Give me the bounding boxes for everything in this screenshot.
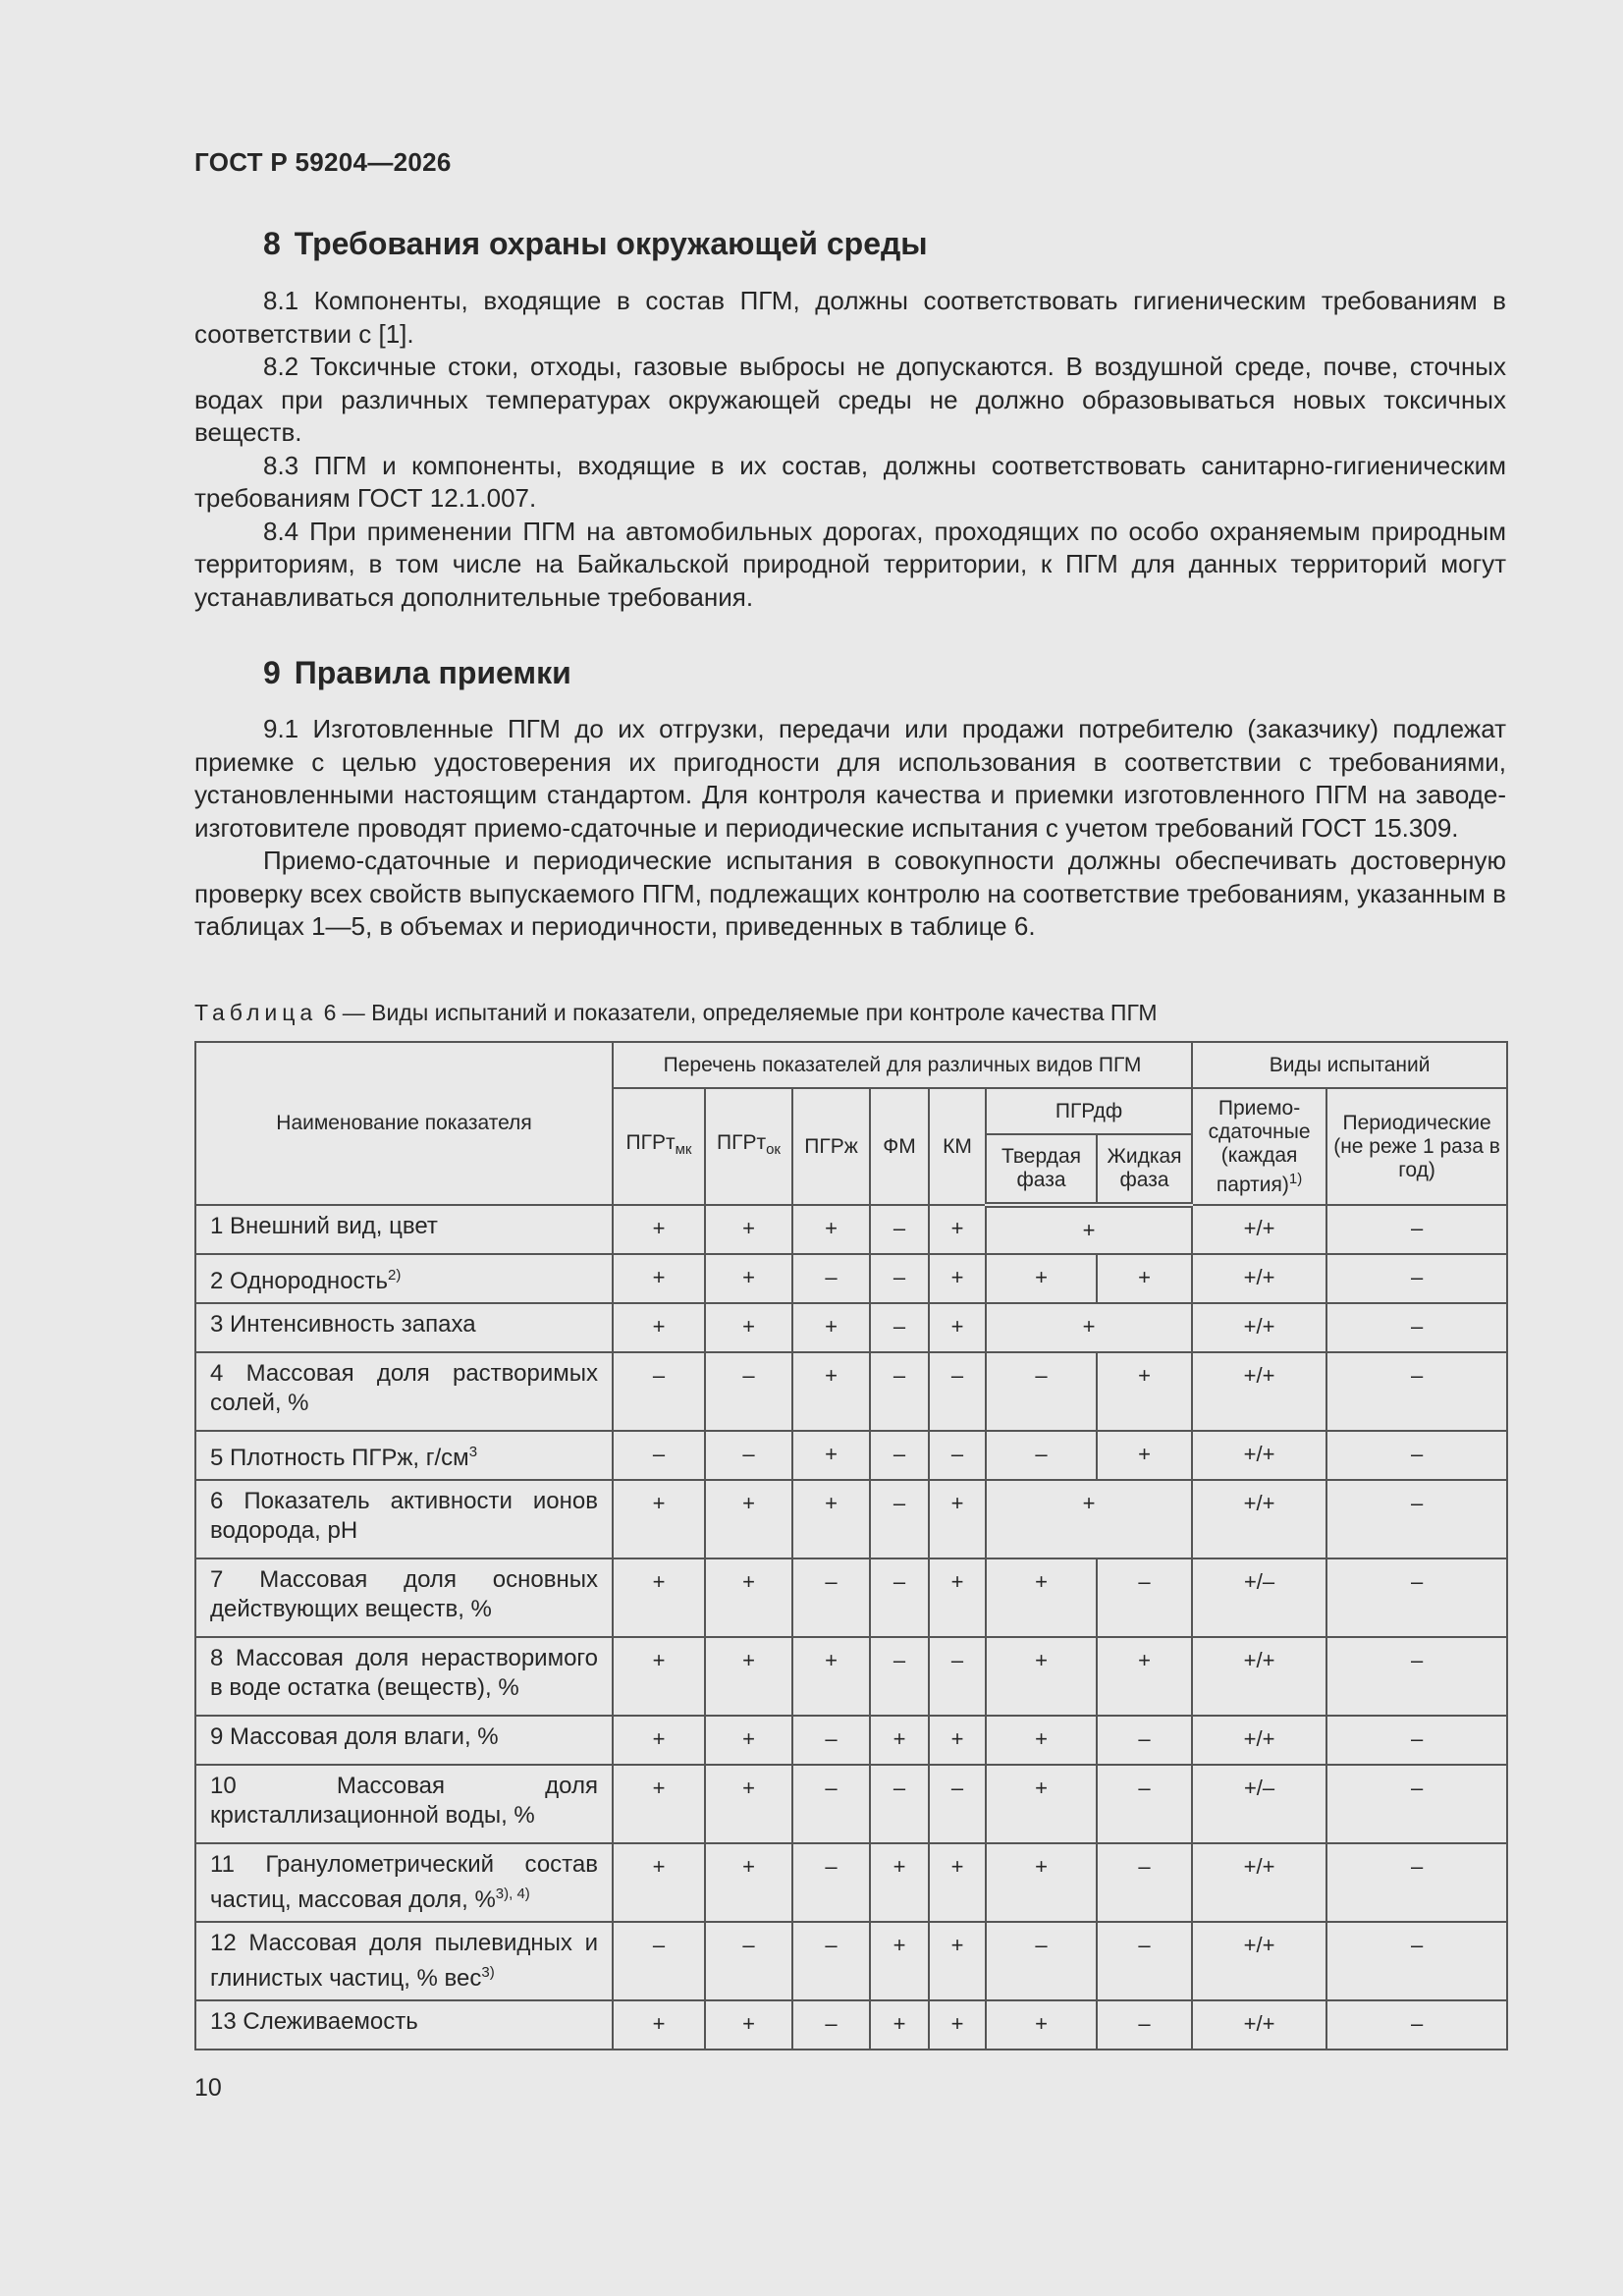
cell-pgrdf-solid: – xyxy=(986,1431,1097,1480)
section-title-text: Правила приемки xyxy=(294,655,571,690)
cell-acceptance: +/– xyxy=(1192,1765,1326,1843)
cell-fm: – xyxy=(870,1352,929,1431)
table-caption-label: Таблица xyxy=(194,1000,318,1025)
cell-km: + xyxy=(929,1254,986,1303)
cell-pgrt-mk: + xyxy=(613,1765,705,1843)
cell-pgrt-ok: + xyxy=(705,1558,792,1637)
cell-pgrt-mk: + xyxy=(613,1480,705,1558)
row-name-text: 13 Слеживаемость xyxy=(210,2008,418,2035)
cell-pgrt-mk: + xyxy=(613,2000,705,2050)
cell-pgrt-ok: + xyxy=(705,1205,792,1254)
cell-pgrt-mk: – xyxy=(613,1922,705,2000)
cell-fm: + xyxy=(870,2000,929,2050)
cell-acceptance: +/+ xyxy=(1192,1843,1326,1922)
cell-pgrt-mk: + xyxy=(613,1303,705,1352)
cell-km: + xyxy=(929,1303,986,1352)
table-row xyxy=(195,1716,1507,1765)
cell-pgrdf-solid: + xyxy=(986,1637,1097,1716)
cell-pgrdf-liquid: + xyxy=(1097,1254,1192,1303)
table-row xyxy=(195,1922,1507,2000)
paragraph-8-2: 8.2 Токсичные стоки, отходы, газовые выбросы не допускаются. В воздушной среде, почве, сточных водах при различных температурах окружающей среды не должно образовываться новых токсичных веществ. xyxy=(194,352,1506,447)
table-caption-text: 6 — Виды испытаний и показатели, определяемые при контроле качества ПГМ xyxy=(317,1000,1158,1025)
section-9-title xyxy=(263,655,571,691)
paragraph-8-1: 8.1 Компоненты, входящие в состав ПГМ, должны соответствовать гигиеническим требованиям в соответствии с [1]. xyxy=(194,286,1506,349)
table-row xyxy=(195,1431,1507,1480)
cell-km: + xyxy=(929,1205,986,1254)
table-caption xyxy=(194,1000,1158,1026)
header-liquid: Жидкая фаза xyxy=(1097,1134,1192,1205)
cell-pgrdf-liquid: + xyxy=(1097,1637,1192,1716)
cell-pgrdf-solid: + xyxy=(986,1765,1097,1843)
document-code: ГОСТ Р 59204—2026 xyxy=(194,147,452,177)
cell-pgrzh: + xyxy=(792,1303,870,1352)
cell-pgrt-mk: + xyxy=(613,1716,705,1765)
cell-periodic: – xyxy=(1326,1716,1507,1765)
cell-acceptance: +/+ xyxy=(1192,1480,1326,1558)
row-name-cell xyxy=(195,1558,613,1637)
cell-pgrt-mk: + xyxy=(613,1558,705,1637)
cell-pgrzh: – xyxy=(792,1765,870,1843)
cell-pgrt-ok: + xyxy=(705,1765,792,1843)
cell-km: + xyxy=(929,2000,986,2050)
cell-pgrt-mk: + xyxy=(613,1254,705,1303)
cell-acceptance: +/+ xyxy=(1192,1254,1326,1303)
row-name-cell xyxy=(195,1303,613,1352)
row-name-footnote: 3) xyxy=(481,1964,495,1981)
cell-pgrdf-liquid: + xyxy=(1097,1431,1192,1480)
section-number: 9 xyxy=(263,655,281,690)
paragraph-9-1: 9.1 Изготовленные ПГМ до их отгрузки, передачи или продажи потребителю (заказчику) подлежат приемке с целью удостоверения их пригодности для использования в соответствии с требованиями, установленными настоящим стандартом. Для контроля качества и приемки изготовленного ПГМ на заводе-изготовителе проводят приемо-сдаточные и периодические испытания с учетом требований ГОСТ 15.309. xyxy=(194,714,1506,843)
cell-fm: – xyxy=(870,1637,929,1716)
row-name-text: 5 Плотность ПГРж, г/см xyxy=(210,1445,469,1471)
cell-acceptance: +/– xyxy=(1192,1558,1326,1637)
cell-acceptance: +/+ xyxy=(1192,1922,1326,2000)
cell-periodic: – xyxy=(1326,1558,1507,1637)
cell-periodic: – xyxy=(1326,1205,1507,1254)
row-name-text: 11 Гранулометрический состав частиц, массовая доля, % xyxy=(210,1851,598,1913)
cell-pgrt-ok: + xyxy=(705,1843,792,1922)
section-9-body xyxy=(194,713,1506,944)
cell-acceptance: +/+ xyxy=(1192,1303,1326,1352)
cell-pgrdf-solid: + xyxy=(986,1254,1097,1303)
cell-km: + xyxy=(929,1922,986,2000)
row-name-text: 8 Массовая доля нерастворимого в воде остатка (веществ), % xyxy=(210,1645,598,1701)
cell-fm: – xyxy=(870,1254,929,1303)
cell-pgrzh: – xyxy=(792,1922,870,2000)
section-8-body xyxy=(194,285,1506,614)
cell-pgrt-mk: – xyxy=(613,1431,705,1480)
table-row xyxy=(195,1205,1507,1254)
cell-fm: – xyxy=(870,1558,929,1637)
cell-km: + xyxy=(929,1558,986,1637)
cell-periodic: – xyxy=(1326,1303,1507,1352)
paragraph-9-2: Приемо-сдаточные и периодические испытания в совокупности должны обеспечивать достоверную проверку всех свойств выпускаемого ПГМ, подлежащих контролю на соответствие требованиям, указанным в таблицах 1—5, в объемах и периодичности, приведенных в таблице 6. xyxy=(194,846,1506,941)
cell-periodic: – xyxy=(1326,1637,1507,1716)
cell-pgrdf-liquid: – xyxy=(1097,1843,1192,1922)
cell-pgrzh: + xyxy=(792,1352,870,1431)
cell-acceptance: +/+ xyxy=(1192,1352,1326,1431)
cell-acceptance: +/+ xyxy=(1192,1431,1326,1480)
cell-fm: – xyxy=(870,1431,929,1480)
header-indicators-group: Перечень показателей для различных видов ПГМ xyxy=(613,1042,1192,1088)
header-pgrt-ok-sub: ок xyxy=(766,1141,781,1159)
header-acceptance-text: Приемо-сдаточные (каждая партия) xyxy=(1208,1096,1311,1196)
cell-km: – xyxy=(929,1637,986,1716)
cell-pgrzh: + xyxy=(792,1205,870,1254)
cell-pgrt-mk: – xyxy=(613,1352,705,1431)
row-name-text: 6 Показатель активности ионов водорода, pH xyxy=(210,1488,598,1544)
cell-fm: – xyxy=(870,1480,929,1558)
cell-pgrt-ok: – xyxy=(705,1922,792,2000)
table-row xyxy=(195,1254,1507,1303)
row-name-footnote: 3 xyxy=(468,1444,478,1460)
cell-pgrdf-solid: + xyxy=(986,1558,1097,1637)
cell-pgrt-mk: + xyxy=(613,1843,705,1922)
table-row xyxy=(195,1637,1507,1716)
cell-pgrt-mk: + xyxy=(613,1205,705,1254)
cell-periodic: – xyxy=(1326,1922,1507,2000)
row-name-text: 9 Массовая доля влаги, % xyxy=(210,1723,499,1750)
header-solid: Твердая фаза xyxy=(986,1134,1097,1205)
cell-pgrzh: – xyxy=(792,1558,870,1637)
header-pgrt-mk-text: ПГРт xyxy=(625,1130,676,1154)
row-name-footnote: 3), 4) xyxy=(495,1886,530,1902)
header-km: КМ xyxy=(929,1088,986,1205)
cell-pgrzh: + xyxy=(792,1480,870,1558)
paragraph-8-3: 8.3 ПГМ и компоненты, входящие в их состав, должны соответствовать санитарно-гигиеническим требованиям ГОСТ 12.1.007. xyxy=(194,450,1506,513)
row-name-cell xyxy=(195,1637,613,1716)
cell-pgrzh: + xyxy=(792,1431,870,1480)
header-acceptance-sup: 1) xyxy=(1288,1170,1303,1187)
header-fm: ФМ xyxy=(870,1088,929,1205)
cell-pgrzh: – xyxy=(792,1254,870,1303)
table-body xyxy=(195,1205,1507,2050)
cell-pgrt-ok: + xyxy=(705,1716,792,1765)
cell-acceptance: +/+ xyxy=(1192,1637,1326,1716)
cell-pgrdf-liquid: – xyxy=(1097,1558,1192,1637)
table-row xyxy=(195,2000,1507,2050)
row-name-cell xyxy=(195,1480,613,1558)
cell-km: – xyxy=(929,1352,986,1431)
table-6 xyxy=(194,1041,1508,2050)
cell-pgrdf-liquid: – xyxy=(1097,1922,1192,2000)
row-name-cell xyxy=(195,1922,613,2000)
cell-pgrt-ok: – xyxy=(705,1431,792,1480)
header-name: Наименование показателя xyxy=(195,1042,613,1205)
cell-periodic: – xyxy=(1326,1431,1507,1480)
cell-pgrdf-liquid: – xyxy=(1097,2000,1192,2050)
table-row xyxy=(195,1558,1507,1637)
header-periodic: Периодические (не реже 1 раза в год) xyxy=(1326,1088,1507,1205)
cell-periodic: – xyxy=(1326,1480,1507,1558)
header-pgrt-mk xyxy=(613,1088,705,1205)
cell-pgrt-ok: + xyxy=(705,1303,792,1352)
cell-acceptance: +/+ xyxy=(1192,1716,1326,1765)
table-row xyxy=(195,1765,1507,1843)
header-acceptance xyxy=(1192,1088,1326,1205)
header-pgrt-mk-sub: мк xyxy=(675,1141,692,1159)
cell-pgrt-ok: – xyxy=(705,1352,792,1431)
cell-pgrdf-liquid: – xyxy=(1097,1765,1192,1843)
row-name-text: 10 Массовая доля кристаллизационной воды, % xyxy=(210,1773,598,1829)
row-name-cell xyxy=(195,1765,613,1843)
paragraph-8-4: 8.4 При применении ПГМ на автомобильных дорогах, проходящих по особо охраняемым природным территориям, в том числе на Байкальской природной территории, к ПГМ для данных территорий могут устанавливаться дополнительные требования. xyxy=(194,516,1506,612)
header-tests-group: Виды испытаний xyxy=(1192,1042,1507,1088)
cell-pgrdf-merged: + xyxy=(986,1303,1192,1352)
cell-acceptance: +/+ xyxy=(1192,1205,1326,1254)
row-name-cell xyxy=(195,1254,613,1303)
table-row xyxy=(195,1352,1507,1431)
cell-acceptance: +/+ xyxy=(1192,2000,1326,2050)
cell-pgrzh: + xyxy=(792,1637,870,1716)
header-pgrdf: ПГРдф xyxy=(986,1088,1192,1134)
row-name-text: 1 Внешний вид, цвет xyxy=(210,1213,438,1239)
cell-pgrdf-merged: + xyxy=(986,1205,1192,1254)
cell-pgrdf-solid: + xyxy=(986,1716,1097,1765)
row-name-text: 3 Интенсивность запаха xyxy=(210,1311,476,1338)
cell-pgrt-ok: + xyxy=(705,2000,792,2050)
cell-pgrdf-solid: + xyxy=(986,1843,1097,1922)
table-row xyxy=(195,1303,1507,1352)
cell-pgrdf-solid: + xyxy=(986,2000,1097,2050)
section-8-title xyxy=(263,226,928,262)
header-pgrt-ok xyxy=(705,1088,792,1205)
row-name-cell xyxy=(195,2000,613,2050)
cell-pgrdf-solid: – xyxy=(986,1352,1097,1431)
section-title-text: Требования охраны окружающей среды xyxy=(294,226,928,261)
cell-km: + xyxy=(929,1480,986,1558)
row-name-text: 7 Массовая доля основных действующих веществ, % xyxy=(210,1566,598,1622)
table-row xyxy=(195,1480,1507,1558)
cell-periodic: – xyxy=(1326,2000,1507,2050)
header-pgrt-ok-text: ПГРт xyxy=(717,1130,767,1154)
page-number: 10 xyxy=(194,2074,222,2102)
row-name-cell xyxy=(195,1205,613,1254)
cell-fm: + xyxy=(870,1716,929,1765)
cell-pgrt-ok: + xyxy=(705,1254,792,1303)
cell-km: + xyxy=(929,1843,986,1922)
row-name-footnote: 2) xyxy=(388,1267,402,1284)
cell-fm: – xyxy=(870,1303,929,1352)
row-name-cell xyxy=(195,1431,613,1480)
cell-fm: + xyxy=(870,1843,929,1922)
cell-pgrt-ok: + xyxy=(705,1480,792,1558)
cell-km: – xyxy=(929,1431,986,1480)
cell-pgrt-mk: + xyxy=(613,1637,705,1716)
cell-periodic: – xyxy=(1326,1765,1507,1843)
row-name-text: 4 Массовая доля растворимых солей, % xyxy=(210,1360,598,1416)
cell-pgrzh: – xyxy=(792,2000,870,2050)
cell-pgrt-ok: + xyxy=(705,1637,792,1716)
cell-pgrzh: – xyxy=(792,1843,870,1922)
cell-fm: – xyxy=(870,1205,929,1254)
cell-km: + xyxy=(929,1716,986,1765)
cell-periodic: – xyxy=(1326,1254,1507,1303)
row-name-text: 12 Массовая доля пылевидных и глинистых частиц, % вес xyxy=(210,1930,598,1992)
cell-pgrdf-liquid: – xyxy=(1097,1716,1192,1765)
cell-pgrzh: – xyxy=(792,1716,870,1765)
row-name-cell xyxy=(195,1352,613,1431)
cell-pgrdf-liquid: + xyxy=(1097,1352,1192,1431)
cell-fm: – xyxy=(870,1765,929,1843)
section-number: 8 xyxy=(263,226,281,261)
cell-fm: + xyxy=(870,1922,929,2000)
cell-periodic: – xyxy=(1326,1352,1507,1431)
cell-pgrdf-solid: – xyxy=(986,1922,1097,2000)
row-name-cell xyxy=(195,1843,613,1922)
row-name-text: 2 Однородность xyxy=(210,1268,389,1294)
cell-pgrdf-merged: + xyxy=(986,1480,1192,1558)
cell-km: – xyxy=(929,1765,986,1843)
header-pgrzh: ПГРж xyxy=(792,1088,870,1205)
table-row xyxy=(195,1843,1507,1922)
cell-periodic: – xyxy=(1326,1843,1507,1922)
row-name-cell xyxy=(195,1716,613,1765)
